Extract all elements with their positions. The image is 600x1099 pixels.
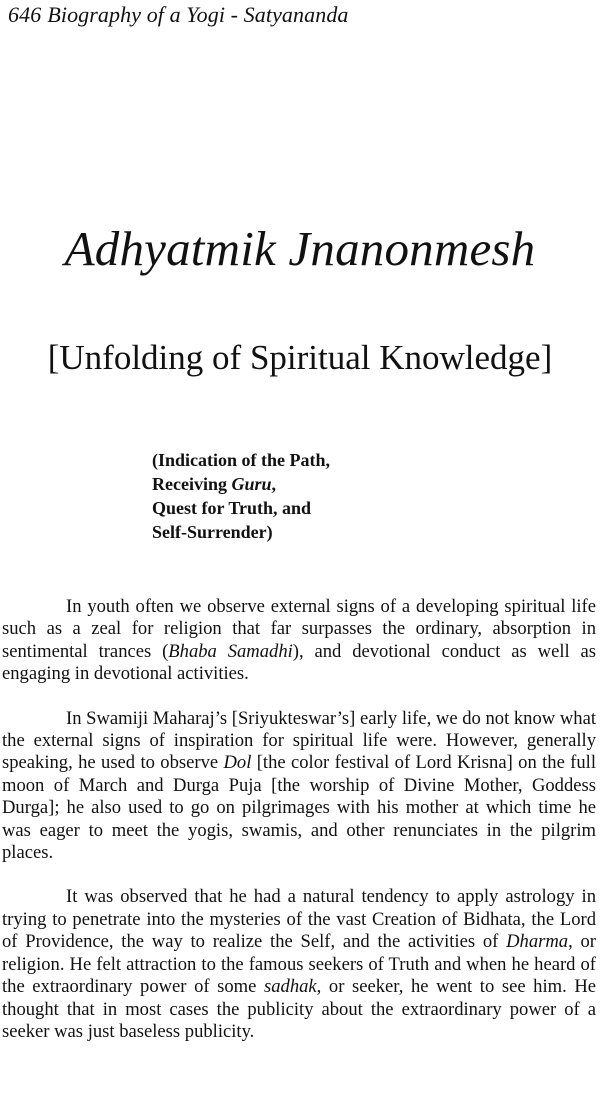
paragraph-text: In youth often we observe external signs of a developing spiritual life such as a zeal for religion that far surpasses the ordinary, absorption in sentimental trances ( <box>2 596 596 662</box>
italic-term: Dol <box>223 752 252 774</box>
paragraph <box>2 596 596 686</box>
paragraph-text: , or seeker, he went to see him. He thought that in most cases the publicity about the extraordinary power of a seeker was just baseless publicity. <box>2 976 596 1042</box>
running-title: Biography of a Yogi - Satyananda <box>47 2 349 27</box>
italic-term: sadhak <box>263 976 317 998</box>
paragraph-text: It was observed that he had a natural tendency to apply astrology in trying to penetrate into the mysteries of the vast Creation of Bidhata, the Lord of Providence, the way to realize the Self, and the activities of <box>2 886 596 953</box>
paragraph-text: ), and devotional conduct as well as engaging in devotional activities. <box>2 640 597 685</box>
paragraph <box>2 886 596 1043</box>
indication-line <box>152 472 330 496</box>
paragraph-text: In Swamiji Maharaj’s [Sriyukteswar’s] early life, we do not know what the external signs of inspiration for spiritual life were. However, generally speaking, he used to observe <box>2 707 596 774</box>
indication-line: Self-Surrender) <box>152 522 273 542</box>
page-number: 646 <box>8 2 42 27</box>
chapter-subtitle: [Unfolding of Spiritual Knowledge] <box>47 338 553 377</box>
paragraph <box>2 708 596 865</box>
chapter-indication <box>152 448 330 544</box>
paragraph-text: [the color festival of Lord Krisna] on the full moon of March and Durga Puja [the worship of Divine Mother, Goddess Durga]; he also used to go on pilgrimages with his mother at which time he was eager to meet the yogis, swamis, and other renunciates in the pilgrim places. <box>2 752 597 864</box>
indication-line: (Indication of the Path, <box>152 450 331 470</box>
indication-text: , <box>271 474 277 494</box>
chapter-title: Adhyatmik Jnanonmesh <box>64 221 536 276</box>
body-text <box>2 596 596 1065</box>
indication-line: Quest for Truth, and <box>152 498 312 518</box>
indication-text: Receiving <box>152 474 232 494</box>
paragraph-text: , or religion. He felt attraction to the famous seekers of Truth and when he heard of the extraordinary power of some <box>2 931 596 998</box>
indication-italic-term: Guru <box>231 474 272 494</box>
italic-term: Dharma <box>506 931 569 953</box>
italic-term: Bhaba Samadhi <box>168 640 293 662</box>
running-header <box>8 2 349 28</box>
